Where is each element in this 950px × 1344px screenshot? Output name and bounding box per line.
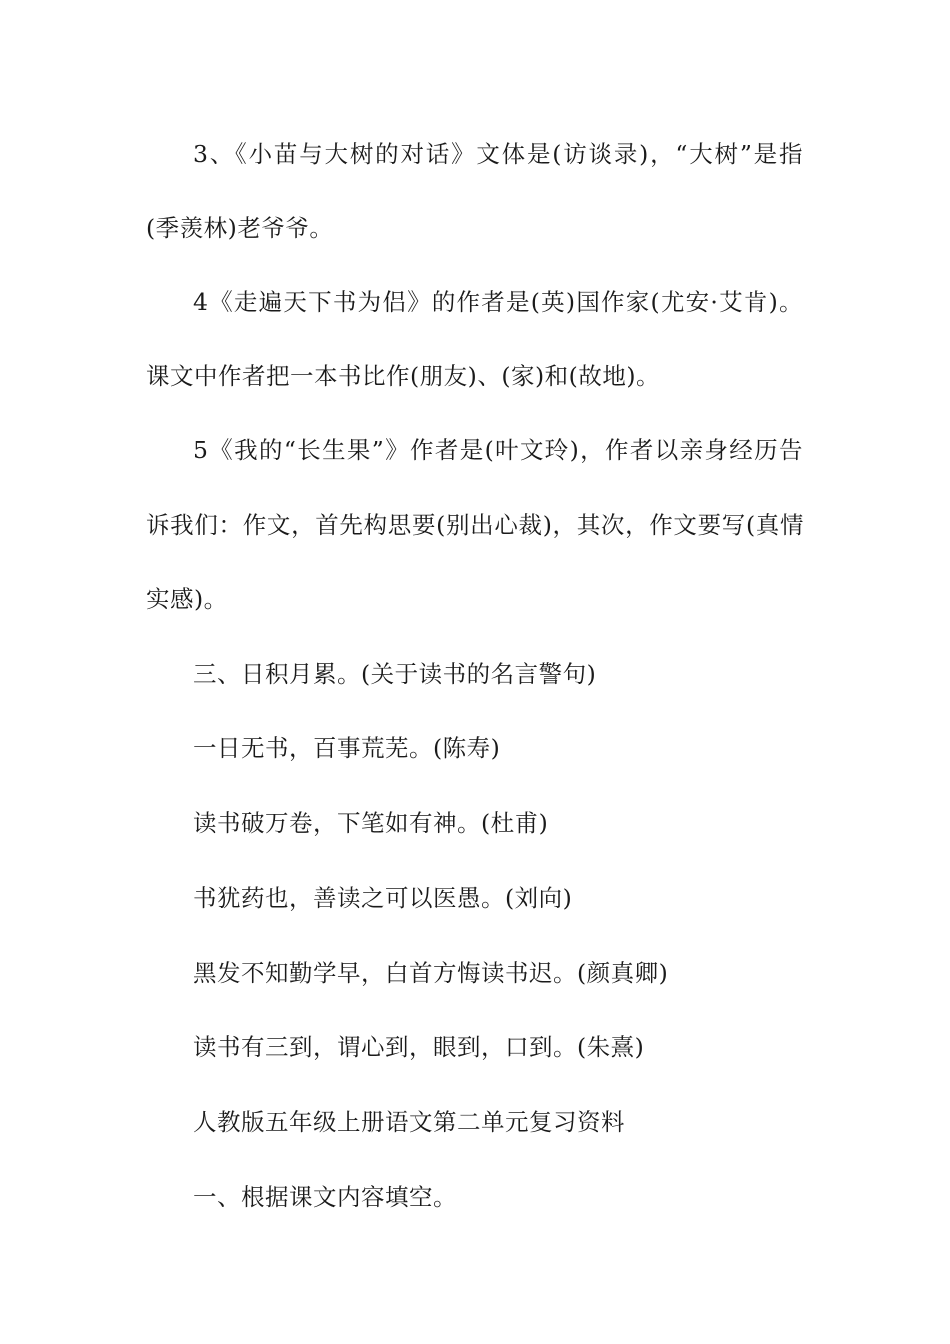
- section-heading: 一、根据课文内容填空。: [193, 1183, 457, 1211]
- quote-line: 黑发不知勤学早，白首方悔读书迟。(颜真卿): [193, 959, 669, 987]
- document-title: 人教版五年级上册语文第二单元复习资料: [193, 1108, 625, 1136]
- paragraph-line: 4《走遍天下书为侣》的作者是(英)国作家(尤安·艾肯)。: [193, 288, 803, 316]
- quote-line: 书犹药也，善读之可以医愚。(刘向): [193, 884, 573, 912]
- paragraph-line: (季羡林)老爷爷。: [146, 214, 334, 242]
- quote-line: 读书破万卷，下笔如有神。(杜甫): [193, 809, 549, 837]
- quote-line: 一日无书，百事荒芜。(陈寿): [193, 734, 501, 762]
- quote-line: 读书有三到，谓心到，眼到，口到。(朱熹): [193, 1033, 645, 1061]
- paragraph-line: 3、《小苗与大树的对话》文体是(访谈录)，“大树”是指: [193, 140, 803, 168]
- section-heading: 三、日积月累。(关于读书的名言警句): [193, 660, 597, 688]
- paragraph-line: 实感)。: [146, 585, 228, 613]
- paragraph-line: 诉我们：作文，首先构思要(别出心裁)，其次，作文要写(真情: [146, 511, 804, 539]
- paragraph-line: 课文中作者把一本书比作(朋友)、(家)和(故地)。: [146, 362, 661, 390]
- paragraph-line: 5《我的“长生果”》作者是(叶文玲)，作者以亲身经历告: [193, 436, 803, 464]
